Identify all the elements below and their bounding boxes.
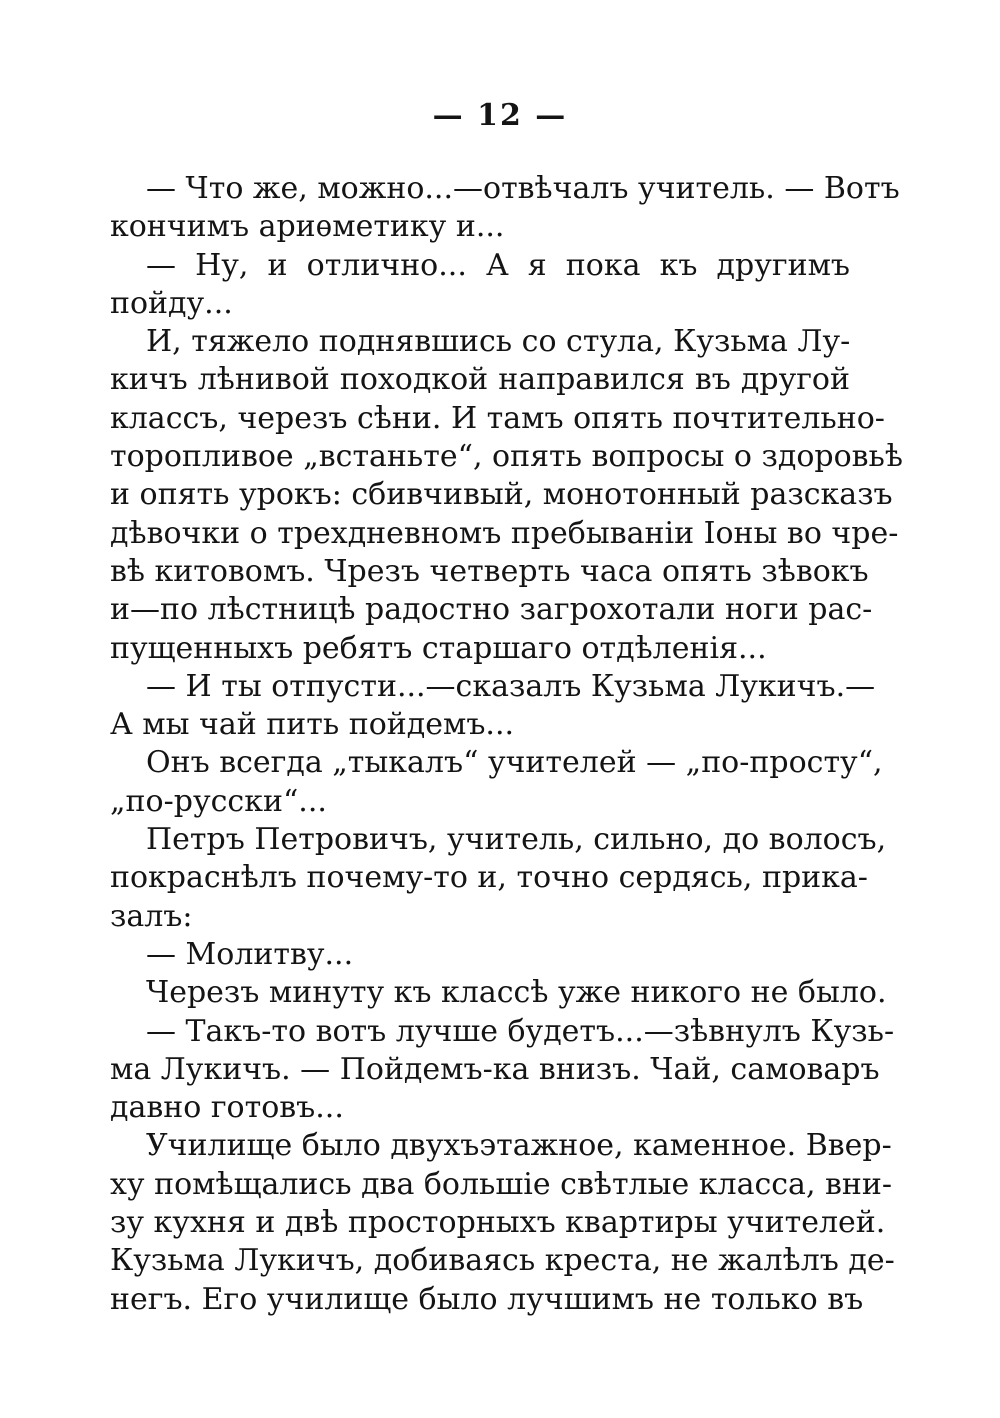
text-line: — Такъ-то вотъ лучше будетъ...—зѣвнулъ Кузь-: [146, 1013, 895, 1049]
text-line: пойду...: [110, 285, 233, 321]
text-line: зу кухня и двѣ просторныхъ квартиры учителей.: [110, 1205, 886, 1241]
text-line: вѣ китовомъ. Чрезъ четверть часа опять зѣвокъ: [110, 553, 869, 589]
text-line: Черезъ минуту къ классѣ уже никого не было.: [146, 975, 887, 1011]
text-line: и опять урокъ: сбивчивый, монотонный разсказъ: [110, 477, 893, 513]
text-line: А мы чай пить пойдемъ...: [110, 707, 515, 743]
page-body-text: [110, 170, 903, 1319]
text-line: — Ну, и отлично... А я пока къ другимъ: [146, 247, 850, 283]
text-line: — И ты отпусти...—сказалъ Кузьма Лукичъ.—: [146, 668, 876, 704]
page-number: — 12 —: [432, 98, 568, 133]
text-line: пущенныхъ ребятъ старшаго отдѣленія...: [110, 630, 767, 666]
text-line: классъ, черезъ сѣни. И тамъ опять почтительно-: [110, 400, 885, 436]
text-line: Петръ Петровичъ, учитель, сильно, до волосъ,: [146, 822, 887, 858]
text-line: — Что же, можно...—отвѣчалъ учитель. — Вотъ: [146, 171, 900, 206]
text-line: И, тяжело поднявшись со стула, Кузьма Лу-: [146, 324, 851, 360]
text-line: торопливое „встаньте“, опять вопросы о здоровьѣ: [110, 439, 903, 475]
text-line: ма Лукичъ. — Пойдемъ-ка внизъ. Чай, самоваръ: [110, 1051, 880, 1087]
text-line: Училище было двухъэтажное, каменное. Ввер-: [146, 1128, 892, 1164]
text-line: негъ. Его училище было лучшимъ не только въ: [110, 1281, 864, 1317]
text-line: Кузьма Лукичъ, добиваясь креста, не жалѣлъ де-: [110, 1243, 895, 1279]
text-line: давно готовъ...: [110, 1090, 344, 1126]
text-line: дѣвочки о трехдневномъ пребываніи Іоны во чре-: [110, 515, 899, 551]
text-line: ху помѣщались два большіе свѣтлые класса, вни-: [110, 1166, 893, 1202]
text-line: и—по лѣстницѣ радостно загрохотали ноги рас-: [110, 592, 873, 628]
text-line: залъ:: [110, 898, 193, 934]
text-line: Онъ всегда „тыкалъ“ учителей — „по-просту“,: [146, 745, 883, 781]
text-line: кичъ лѣнивой походкой направился въ другой: [110, 362, 850, 398]
text-line: покраснѣлъ почему-то и, точно сердясь, прика-: [110, 860, 868, 896]
text-line: „по-русски“...: [110, 783, 327, 819]
text-line: кончимъ ариѳметику и...: [110, 209, 505, 245]
text-line: — Молитву...: [146, 936, 354, 972]
